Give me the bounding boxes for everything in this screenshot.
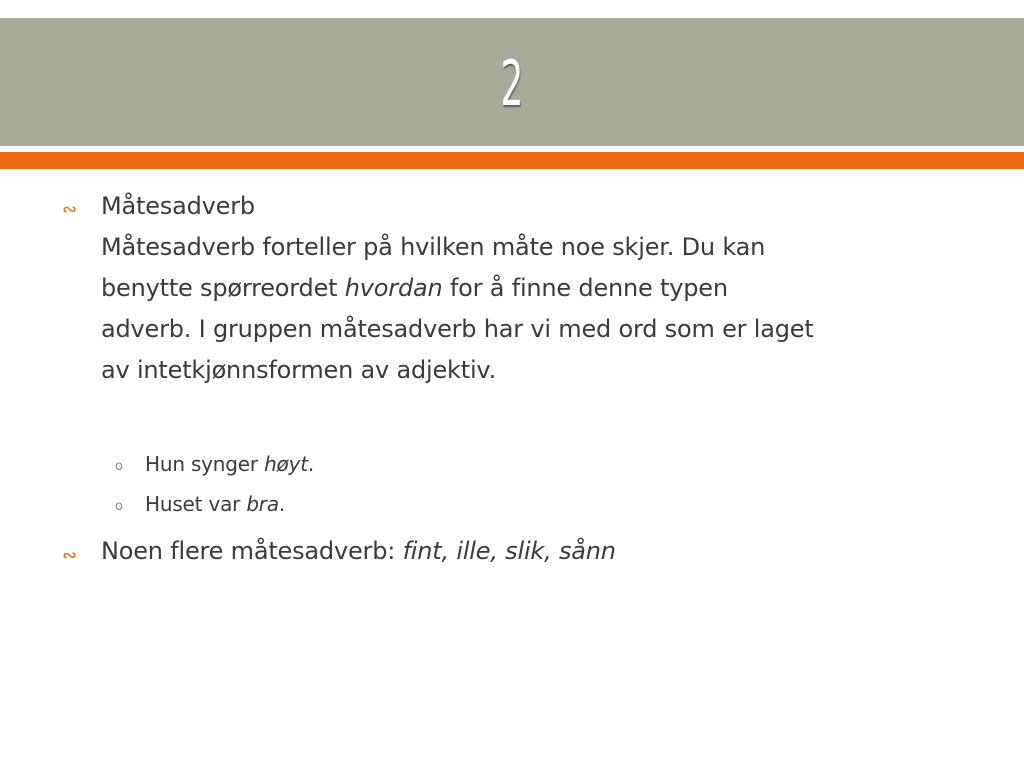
scroll-ornament-icon: ∾: [62, 199, 78, 220]
sub-bullet-end: .: [278, 492, 286, 516]
sub-bullet-italic: høyt: [264, 452, 308, 476]
sub-bullet-italic: bra: [246, 492, 279, 516]
bullet-body-line-1: Måtesadverb forteller på hvilken måte noe skjer. Du kan: [101, 233, 766, 261]
bullet-body-text: benytte spørreordet: [101, 274, 345, 302]
bullet-text: Noen flere måtesadverb:: [101, 537, 403, 565]
sub-bullet-end: .: [307, 452, 315, 476]
accent-band: [0, 152, 1024, 169]
bullet-body-line-2: [101, 268, 728, 309]
sub-bullet-item: [145, 491, 285, 517]
title-band: [0, 18, 1024, 146]
bullet-body-italic: hvordan: [344, 274, 443, 302]
bullet-item: [101, 531, 616, 572]
scroll-ornament-icon: ∾: [62, 545, 78, 566]
bullet-body-line-4: av intetkjønnsformen av adjektiv.: [101, 356, 497, 384]
circle-bullet-icon: o: [115, 499, 123, 514]
circle-bullet-icon: o: [115, 459, 123, 474]
sub-bullet-text: Huset var: [145, 492, 247, 516]
bullet-heading: Måtesadverb: [101, 192, 255, 220]
sub-bullet-text: Hun synger: [145, 452, 265, 476]
sub-bullet-item: [145, 451, 314, 477]
bullet-body-text: for å finne denne typen: [442, 274, 728, 302]
slide-title: 2: [500, 47, 524, 120]
bullet-body-line-3: adverb. I gruppen måtesadverb har vi med ord som er laget: [101, 315, 814, 343]
bullet-italic: fint, ille, slik, sånn: [402, 537, 616, 565]
